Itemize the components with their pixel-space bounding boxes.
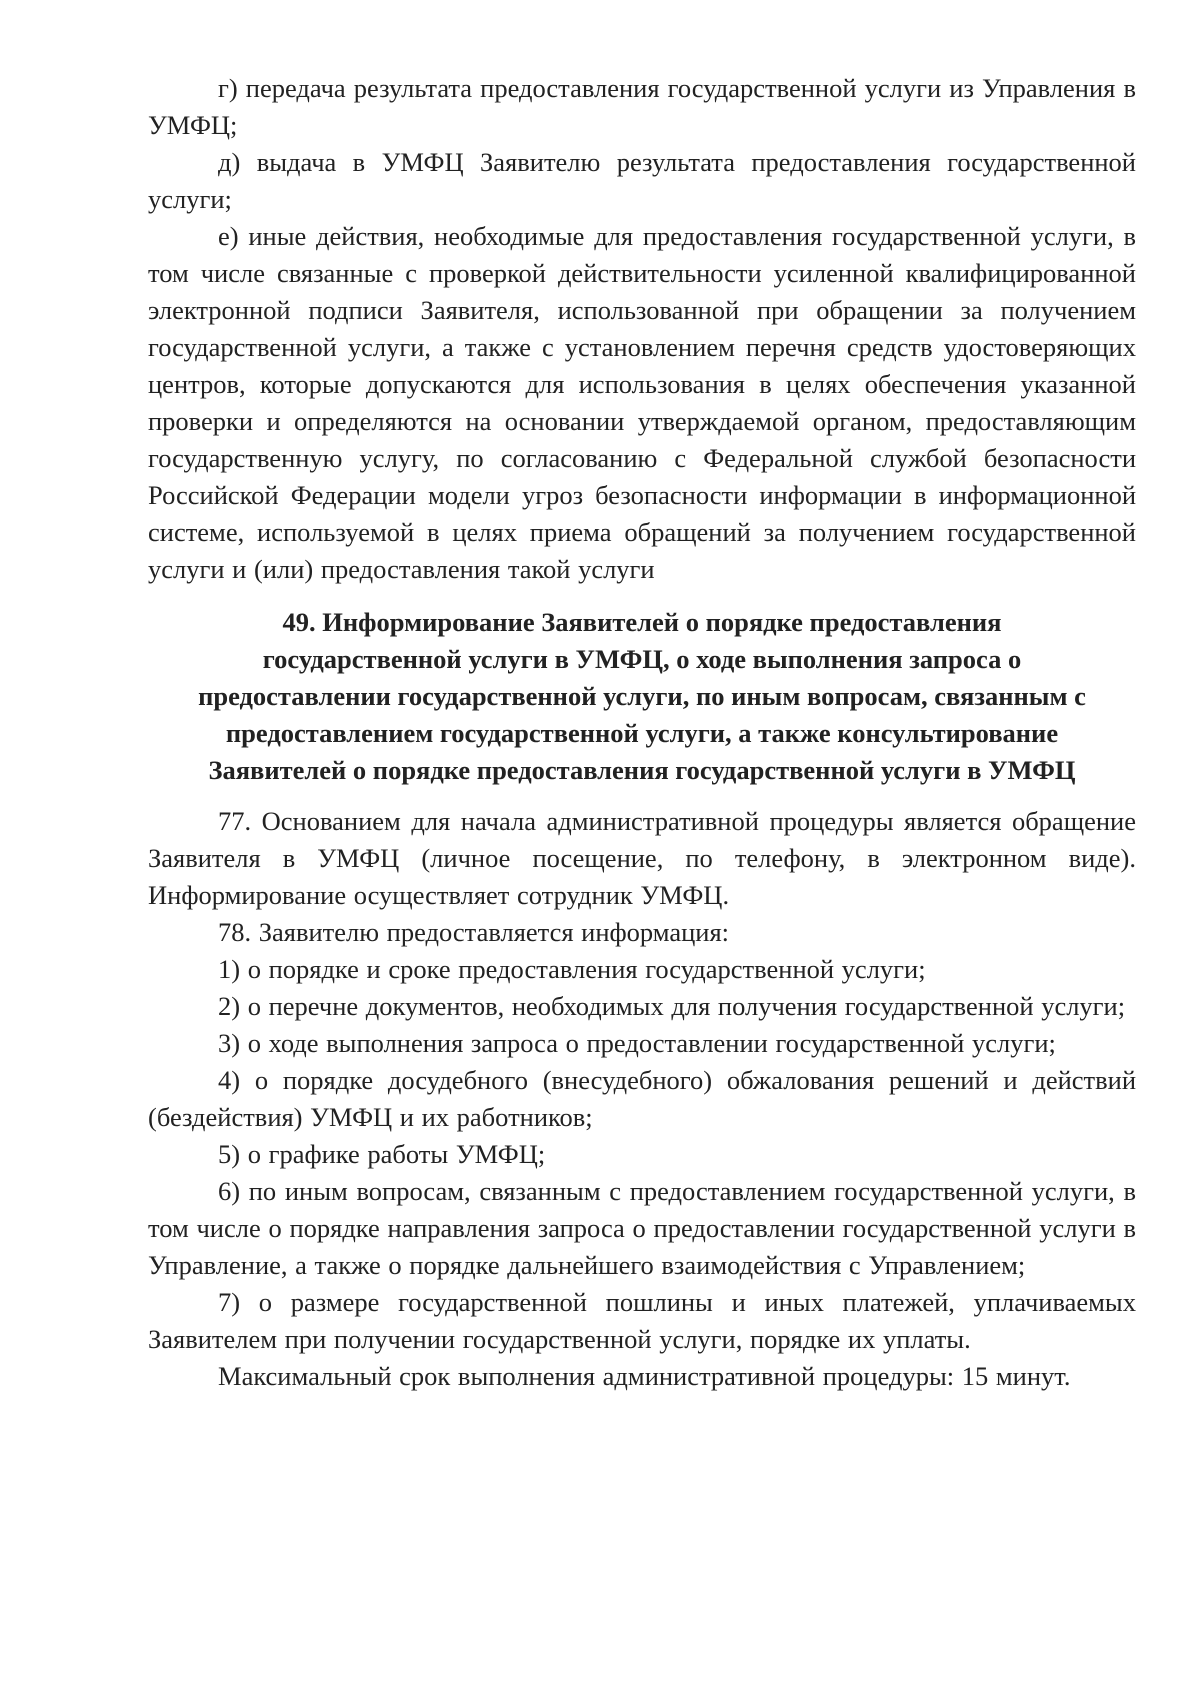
list-item-5: 5) о графике работы УМФЦ; — [218, 1139, 546, 1169]
list-item-7: 7) о размере государственной пошлины и иных платежей, уплачиваемых Заявителем при получении государственной услуги, порядке их уплаты. — [148, 1287, 1136, 1354]
paragraph-item-g: г) передача результата предоставления государственной услуги из Управления в УМФЦ; — [148, 73, 1136, 140]
paragraph-78: 78. Заявителю предоставляется информация: — [218, 917, 730, 947]
list-item-2: 2) о перечне документов, необходимых для получения государственной услуги; — [218, 991, 1126, 1021]
section-heading-line: Заявителей о порядке предоставления государственной услуги в УМФЦ — [208, 755, 1076, 785]
section-heading-line: предоставлением государственной услуги, а также консультирование — [225, 718, 1059, 748]
list-item-1: 1) о порядке и сроке предоставления государственной услуги; — [218, 954, 926, 984]
list-item-3: 3) о ходе выполнения запроса о предоставлении государственной услуги; — [218, 1028, 1056, 1058]
document-page — [148, 70, 1136, 1395]
paragraph-item-e: е) иные действия, необходимые для предоставления государственной услуги, в том числе связанные с проверкой действительности усиленной квалифицированной электронной подписи Заявителя, использованной при обращении за получением государственной услуги, а также с установлением перечня средств удостоверяющих центров, которые допускаются для использования в целях обеспечения указанной проверки и определяются на основании утверждаемой органом, предоставляющим государственную услугу, по согласованию с Федеральной службой безопасности Российской Федерации модели угроз безопасности информации в информационной системе, используемой в целях приема обращений за получением государственной услуги и (или) предоставления такой услуги — [148, 221, 1136, 584]
section-heading — [148, 604, 1136, 789]
max-duration-paragraph: Максимальный срок выполнения административной процедуры: 15 минут. — [218, 1361, 1071, 1391]
paragraph-item-d: д) выдача в УМФЦ Заявителю результата предоставления государственной услуги; — [148, 147, 1136, 214]
list-item-4: 4) о порядке досудебного (внесудебного) обжалования решений и действий (бездействия) УМФЦ и их работников; — [148, 1065, 1136, 1132]
section-heading-line: предоставлении государственной услуги, по иным вопросам, связанным с — [198, 681, 1086, 711]
list-item-6: 6) по иным вопросам, связанным с предоставлением государственной услуги, в том числе о порядке направления запроса о предоставлении государственной услуги в Управление, а также о порядке дальнейшего взаимодействия с Управлением; — [148, 1176, 1136, 1280]
paragraph-77: 77. Основанием для начала административной процедуры является обращение Заявителя в УМФЦ (личное посещение, по телефону, в электронном виде). Информирование осуществляет сотрудник УМФЦ. — [148, 806, 1136, 910]
section-heading-line: государственной услуги в УМФЦ, о ходе выполнения запроса о — [262, 644, 1022, 674]
section-heading-line: 49. Информирование Заявителей о порядке предоставления — [282, 607, 1002, 637]
